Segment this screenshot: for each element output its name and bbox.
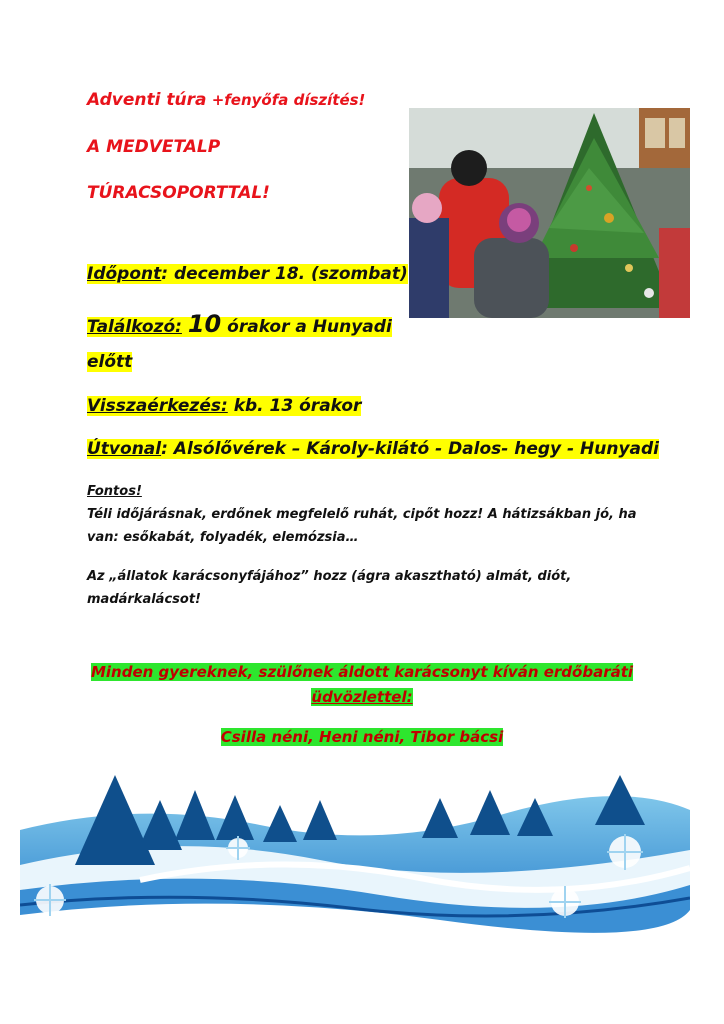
title-line-1 — [87, 90, 365, 110]
time-row — [87, 264, 408, 284]
meet-rest: órakor a Hunyadi — [221, 317, 392, 337]
title-line-2: A MEDVETALP — [87, 137, 221, 157]
route-label: Útvonal — [87, 439, 162, 459]
greeting-text-2: üdvözlettel: — [311, 688, 413, 706]
greeting-line-2 — [0, 685, 724, 709]
route-row — [87, 439, 659, 459]
note-animals: Az „állatok karácsonyfájához” hozz (ágra akasztható) almát, diót, madárkalácsot! — [87, 569, 572, 607]
greeting-text-1: Minden gyereknek, szülőnek áldott karácsonyt kíván erdőbaráti — [90, 663, 634, 681]
note-clothing: Téli időjárásnak, erdőnek megfelelő ruhát, cipőt hozz! A hátizsákban jó, ha van: esőkabát, folyadék, elemózsia… — [87, 507, 637, 545]
greeting-line-1 — [0, 660, 724, 684]
time-label: Időpont — [87, 264, 162, 284]
important-heading: Fontos! — [87, 484, 142, 499]
winter-landscape-illustration — [20, 770, 690, 940]
time-value: : december 18. (szombat) — [161, 264, 408, 284]
meet-label: Találkozó: — [87, 317, 182, 337]
title-rest: +fenyőfa díszítés! — [206, 91, 366, 109]
christmas-tree-photo — [409, 108, 690, 318]
meet-row-2 — [87, 352, 132, 372]
route-value: : Alsólővérek – Károly-kilátó - Dalos- hegy - Hunyadi — [161, 439, 660, 459]
meet-row — [87, 310, 392, 338]
signature-text: Csilla néni, Heni néni, Tibor bácsi — [220, 728, 504, 746]
return-row — [87, 396, 361, 416]
return-label: Visszaérkezés: — [87, 396, 228, 416]
meet-hour: 10 — [187, 310, 222, 338]
meet-line-2: előtt — [87, 352, 133, 372]
note-important — [87, 480, 647, 503]
signature-line — [0, 725, 724, 749]
title-main: Adventi túra — [87, 90, 207, 110]
return-value: kb. 13 órakor — [227, 396, 362, 416]
title-line-3: TÚRACSOPORTTAL! — [87, 183, 270, 203]
